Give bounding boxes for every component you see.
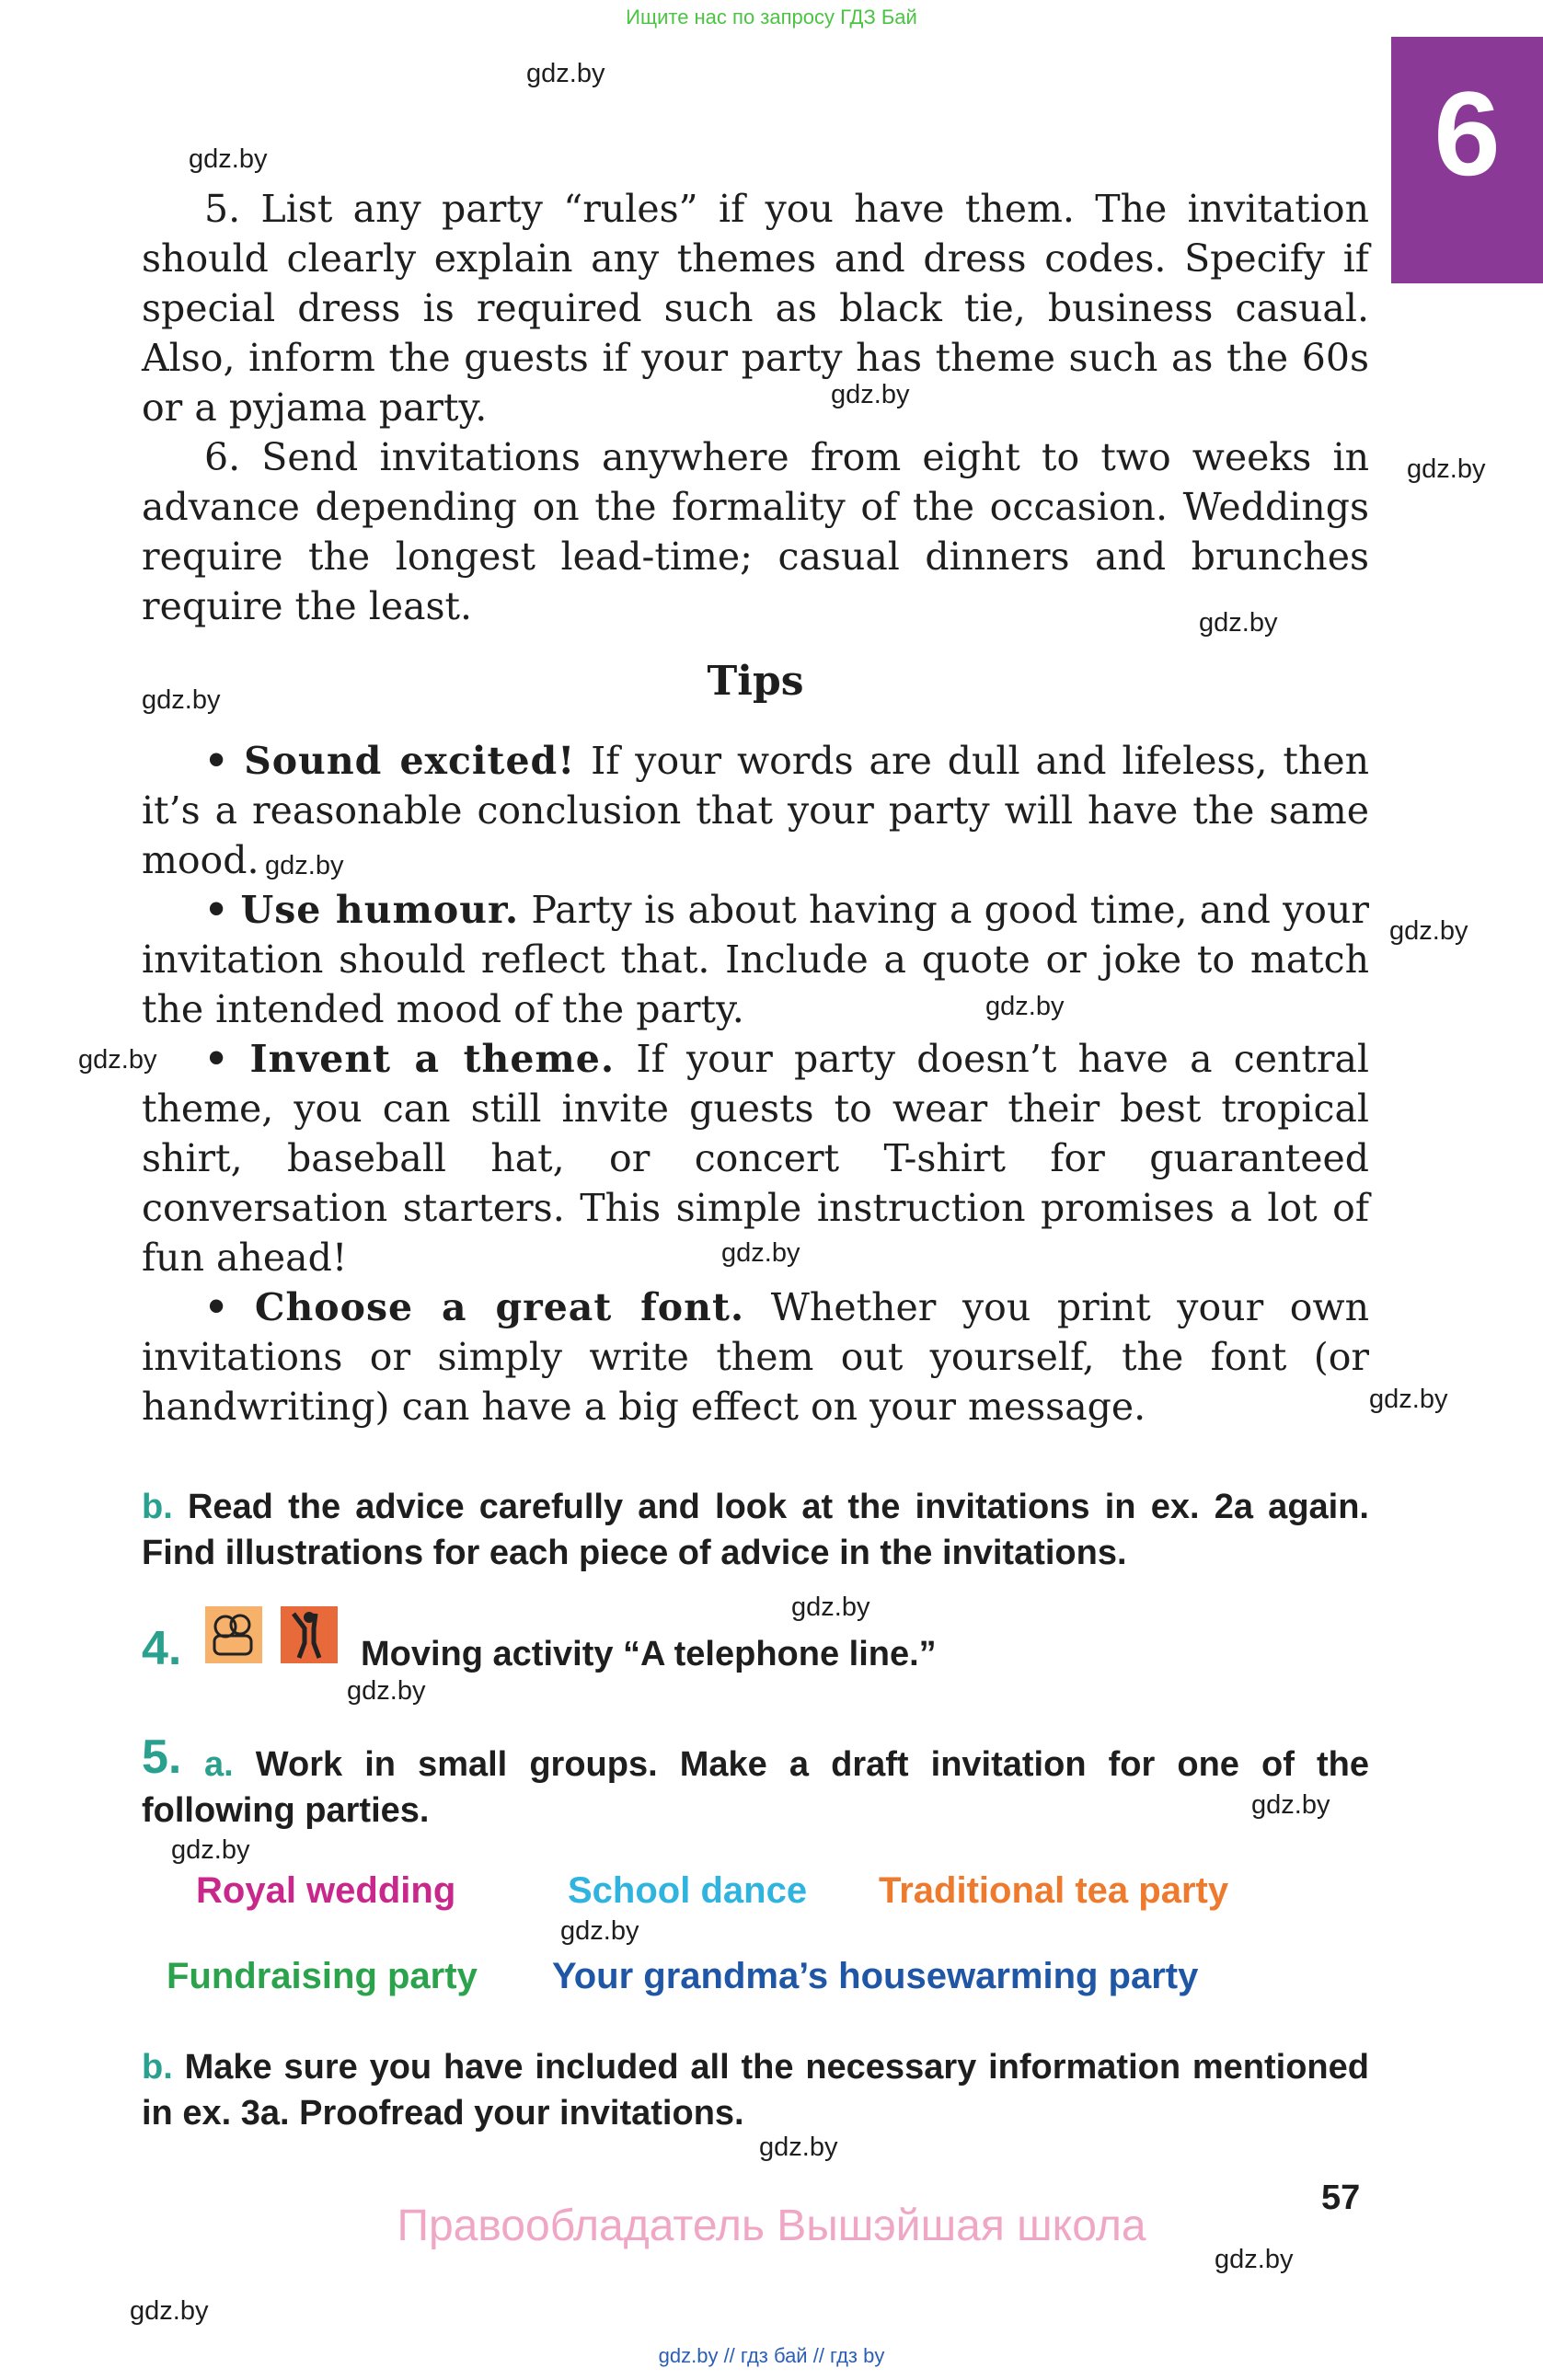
group-work-icon (205, 1606, 262, 1663)
watermark: gdz.by (1199, 608, 1278, 638)
task-letter: a. (204, 1745, 234, 1784)
tips-list (142, 736, 1369, 1431)
top-banner: Ищите нас по запросу ГДЗ Бай (626, 6, 917, 29)
party-option: School dance (568, 1870, 808, 1911)
chapter-tab (1391, 37, 1543, 283)
tip-item (142, 1282, 1369, 1431)
tip-title: Invent a theme. (249, 1037, 616, 1081)
tip-title: Use humour. (240, 888, 520, 932)
tip-text: If your words are dull and lifeless, then it’s a reasonable conclusion that your party will have the same mood. (142, 739, 1369, 882)
party-option: Fundraising party (167, 1956, 478, 1996)
task-letter: b. (142, 1488, 173, 1526)
tip-text: Party is about having a good time, and your invitation should reflect that. Include a quote or joke to match the intended mood of the party. (142, 888, 1369, 1031)
watermark: gdz.by (265, 851, 344, 880)
watermark: gdz.by (985, 992, 1065, 1021)
party-option: Traditional tea party (879, 1870, 1229, 1911)
tip-item (142, 885, 1369, 1034)
tip-title: Sound excited! (244, 739, 576, 783)
tip-text: Whether you print your own invitations or simply write them out yourself, the font (or handwriting) can have a big effect on your message. (142, 1285, 1369, 1429)
bullet: • (204, 739, 229, 783)
bottom-links[interactable]: gdz.by // гдз бай // гдз by (658, 2344, 885, 2367)
task-3b (142, 1484, 1369, 1576)
task-letter: b. (142, 2048, 173, 2087)
watermark: gdz.by (78, 1045, 157, 1075)
watermark: gdz.by (171, 1835, 250, 1865)
watermark: gdz.by (1251, 1790, 1330, 1820)
watermark: gdz.by (130, 2296, 209, 2326)
tip-item (142, 1034, 1369, 1282)
task-5b (142, 2044, 1369, 2136)
task-4-text: Moving activity “A telephone line.” (361, 1635, 937, 1673)
task-text: Work in small groups. Make a draft invitation for one of the following parties. (142, 1745, 1369, 1830)
advice-paragraphs (142, 184, 1369, 631)
moving-activity-icon (281, 1606, 338, 1663)
copyright-owner: Правообладатель Вышэйшая школа (397, 2202, 1146, 2250)
tip-item (142, 736, 1369, 885)
party-option: Your grandma’s housewarming party (552, 1956, 1199, 1996)
watermark: gdz.by (1215, 2245, 1294, 2274)
watermark: gdz.by (560, 1916, 639, 1946)
task-5-number: 5. (142, 1730, 182, 1784)
watermark: gdz.by (1369, 1385, 1448, 1414)
chapter-number: 6 (1434, 66, 1501, 201)
party-option: Royal wedding (196, 1870, 456, 1911)
tips-heading: Tips (707, 658, 804, 705)
task-text: Read the advice carefully and look at the invitations in ex. 2a again. Find illustrations for each piece of advice in the invitations. (142, 1488, 1369, 1572)
bullet: • (204, 1037, 229, 1081)
task-4-number: 4. (142, 1622, 182, 1675)
watermark: gdz.by (759, 2133, 838, 2162)
watermark: gdz.by (526, 59, 605, 88)
bullet: • (204, 888, 229, 932)
watermark: gdz.by (721, 1238, 800, 1268)
watermark: gdz.by (831, 380, 910, 409)
watermark: gdz.by (791, 1592, 870, 1622)
advice-item-5: 5. List any party “rules” if you have them. The invitation should clearly explain any themes and dress codes. Specify if special dress is required such as black tie, business casual. Also, inform the guests if your party has theme such as the 60s or a pyjama party. (142, 187, 1369, 430)
watermark: gdz.by (142, 685, 221, 715)
watermark: gdz.by (347, 1676, 426, 1706)
watermark: gdz.by (1389, 916, 1468, 946)
tip-title: Choose a great font. (254, 1285, 745, 1329)
task-text: Make sure you have included all the necessary information mentioned in ex. 3a. Proofread your invitations. (142, 2048, 1369, 2133)
page-number: 57 (1321, 2179, 1361, 2217)
watermark: gdz.by (1407, 454, 1486, 484)
task-5a (142, 1742, 1369, 1834)
bullet: • (204, 1285, 229, 1329)
watermark: gdz.by (189, 144, 268, 174)
tip-text: If your party doesn’t have a central theme, you can still invite guests to wear their best tropical shirt, baseball hat, or concert T-shirt for guaranteed conversation starters. This simple instruction promises a lot of fun ahead! (142, 1037, 1369, 1280)
advice-item-6: 6. Send invitations anywhere from eight to two weeks in advance depending on the formality of the occasion. Weddings require the longest lead-time; casual dinners and brunches require the least. (142, 435, 1369, 628)
